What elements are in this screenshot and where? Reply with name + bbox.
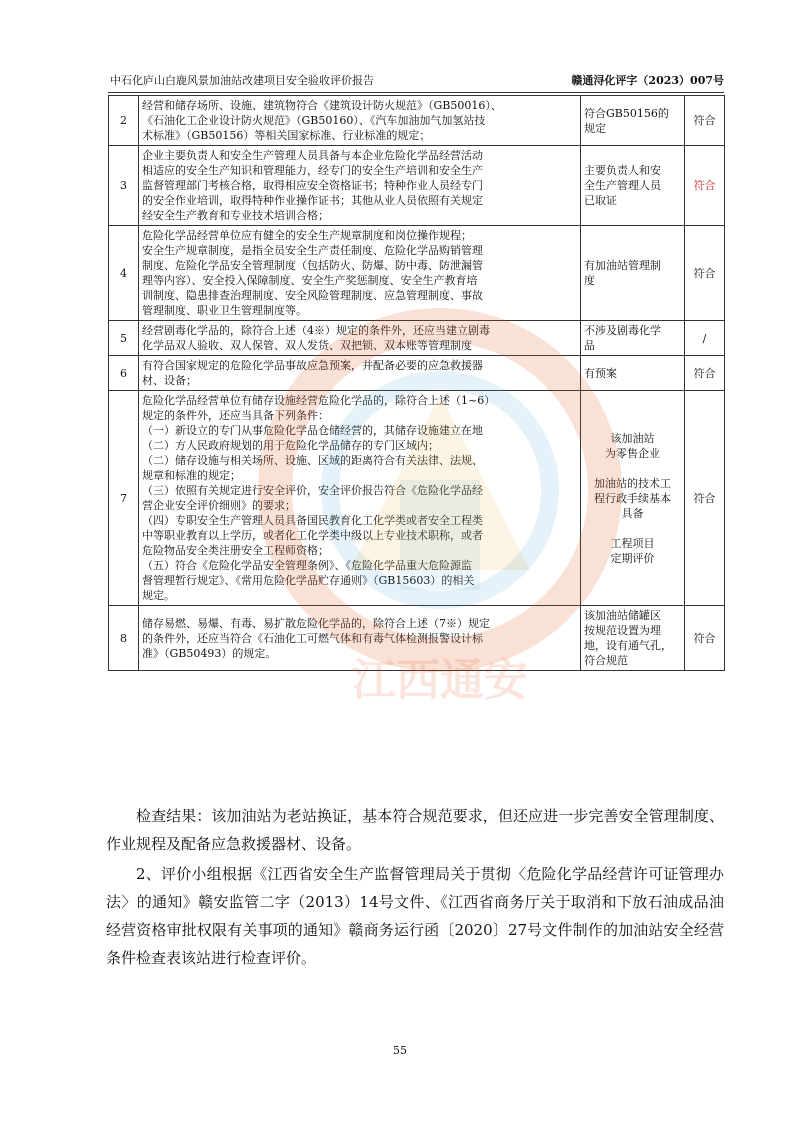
page-header — [108, 72, 724, 90]
page-number: 55 — [393, 1044, 407, 1057]
requirement-line: 企业主要负责人和安全生产管理人员具备与本企业危险化学品经营活动 — [142, 149, 483, 162]
requirement-line: 规章和标准的规定； — [142, 469, 241, 482]
row-number: 5 — [109, 321, 139, 356]
requirement-line: 的条件外，还应当符合《石油化工可燃气体和有毒气体检测报警设计标 — [142, 631, 483, 645]
requirement-line: 有符合国家规定的危险化学品事故应急预案，并配备必要的应急救援器 — [142, 359, 483, 372]
requirement-line: 中等职业教育以上学历，或者化工化学类中级以上专业技术职称，或者 — [142, 529, 483, 542]
status-line: 度 — [584, 274, 595, 287]
requirement-line: （二）储存设施与相关场所、设施、区域的距离符合有关法律、法规、 — [142, 454, 483, 467]
row-number: 8 — [109, 606, 139, 671]
requirement-line: 规定。 — [142, 589, 175, 602]
requirement-line: 安全生产规章制度，是指全员安全生产责任制度、危险化学品购销管理 — [142, 244, 483, 257]
status-line: 工程项目 — [610, 536, 655, 550]
requirement-line: （四）专职安全生产管理人员具备国民教育化工化学类或者安全工程类 — [142, 514, 483, 527]
status-line: 按规范设置为埋 — [584, 624, 661, 637]
requirement-line: 理等内容）、安全投入保障制度、安全生产奖惩制度、安全生产教育培 — [142, 274, 478, 287]
row-number: 4 — [109, 226, 139, 321]
status-cell — [581, 321, 685, 356]
requirement-line: 监督管理部门考核合格，取得相应安全资格证书；特种作业人员经专门 — [142, 179, 483, 192]
requirement-line: （三）依照有关规定进行安全评价，安全评价报告符合《危险化学品经 — [142, 484, 483, 497]
row-number: 3 — [109, 146, 139, 226]
result-cell: 符合 — [685, 391, 725, 606]
requirement-line: 材、设备； — [142, 374, 197, 387]
status-line: 为零售企业 — [605, 446, 660, 460]
status-line — [584, 521, 681, 536]
requirement-line: 制度、危险化学品安全管理制度（包括防火、防爆、防中毒、防泄漏管 — [142, 259, 483, 272]
status-line: 加油站的技术工 — [594, 476, 671, 490]
row-number: 7 — [109, 391, 139, 606]
requirement-cell — [139, 146, 581, 226]
requirement-line: 规定的条件外，还应当具备下列条件： — [142, 409, 329, 422]
status-line: 已取证 — [584, 194, 617, 207]
requirement-cell — [139, 391, 581, 606]
requirement-line: 危险物品安全类注册安全工程师资格； — [142, 544, 329, 557]
requirement-line: （一）新设立的专门从事危险化学品仓储经营的，其储存设施建立在地 — [142, 424, 483, 437]
requirement-cell — [139, 96, 581, 146]
requirement-line: 管理制度、职业卫生管理制度等。 — [142, 304, 307, 317]
requirement-cell — [139, 356, 581, 391]
status-cell — [581, 391, 685, 606]
status-line: 具备 — [621, 506, 644, 520]
status-line: 不涉及剧毒化学 — [584, 324, 661, 337]
row-number: 2 — [109, 96, 139, 146]
requirement-cell — [139, 321, 581, 356]
status-line: 符合GB50156的 — [584, 106, 669, 120]
requirement-line: 督管理暂行规定》、《常用危险化学品贮存通则》（GB15603）的相关 — [142, 574, 475, 587]
svg-text:江西通安: 江西通安 — [352, 655, 528, 706]
requirement-line: 经安全生产教育和专业技术培训合格； — [142, 209, 329, 222]
requirement-line: 储存易燃、易爆、有毒、易扩散危险化学品的，除符合上述（7※）规定 — [142, 616, 490, 630]
result-cell: 符合 — [685, 96, 725, 146]
result-cell: 符合 — [685, 226, 725, 321]
requirement-line: 术标准》（GB50156）等相关国家标准、行业标准的规定； — [142, 129, 431, 142]
requirement-cell — [139, 606, 581, 671]
requirement-line: 训制度、隐患排查治理制度、安全风险管理制度、应急管理制度、事故 — [142, 289, 483, 302]
status-line: 有预案 — [584, 366, 617, 380]
result-cell: 符合 — [685, 606, 725, 671]
status-line: 地，设有通气孔， — [584, 639, 672, 652]
result-cell: / — [685, 321, 725, 356]
status-line: 有加油站管理制 — [584, 259, 661, 272]
result-cell: 符合 — [685, 146, 725, 226]
status-cell — [581, 606, 685, 671]
requirement-line: 经营剧毒化学品的，除符合上述（4※）规定的条件外，还应当建立剧毒 — [142, 324, 490, 337]
header-report-number: 赣通浔化评字（2023）007号 — [571, 74, 724, 87]
table-row — [109, 356, 725, 391]
result-cell: 符合 — [685, 356, 725, 391]
status-line: 该加油站储罐区 — [584, 609, 661, 622]
requirement-cell — [139, 226, 581, 321]
status-line: 全生产管理人员 — [584, 179, 661, 192]
status-cell — [581, 96, 685, 146]
table-row — [109, 606, 725, 671]
status-line — [584, 461, 681, 476]
evaluation-table — [108, 95, 725, 671]
requirement-line: 的安全作业培训，取得特种作业操作证书；其他从业人员依照有关规定 — [142, 194, 483, 207]
requirement-line: 《石油化工企业设计防火规范》（GB50160）、《汽车加油加气加氢站技 — [142, 114, 486, 127]
table-row — [109, 226, 725, 321]
requirement-line: 化学品双人验收、双人保管、双人发货、双把锁、双本账等管理制度 — [142, 339, 472, 352]
requirement-line: 营企业安全评价细则》的要求； — [142, 499, 296, 512]
status-line: 品 — [584, 339, 595, 352]
row-number: 6 — [109, 356, 139, 391]
table-row — [109, 391, 725, 606]
status-line: 程行政手续基本 — [594, 491, 671, 505]
requirement-line: 危险化学品经营单位有储存设施经营危险化学品的，除符合上述（1~6） — [142, 394, 496, 407]
requirement-line: 危险化学品经营单位应有健全的安全生产规章制度和岗位操作规程； — [142, 229, 472, 242]
status-line: 该加油站 — [610, 431, 655, 445]
status-line: 规定 — [584, 121, 606, 135]
requirement-line: 经营和储存场所、设施、建筑物符合《建筑设计防火规范》（GB50016）、 — [142, 99, 502, 112]
table-row — [109, 96, 725, 146]
requirement-line: （五）符合《危险化学品安全管理条例》、《危险化学品重大危险源监 — [142, 559, 472, 572]
evaluation-basis-paragraph: 2、评价小组根据《江西省安全生产监督管理局关于贯彻〈危险化学品经营许可证管理办法〉的通知》赣安监管二字（2013）14号文件、《江西省商务厅关于取消和下放石油成品油经营资格审批权限有关事项的通知》赣商务运行函〔2020〕27号文件制作的加油站安全经营条件检查表该站进行检查评价。 — [106, 865, 724, 967]
table-row — [109, 146, 725, 226]
status-cell — [581, 226, 685, 321]
header-report-title: 中石化庐山白鹿风景加油站改建项目安全验收评价报告 — [110, 74, 374, 87]
status-line: 主要负责人和安 — [584, 164, 661, 177]
requirement-line: 准》（GB50493）的规定。 — [142, 646, 277, 660]
status-cell — [581, 356, 685, 391]
status-line: 定期评价 — [610, 551, 655, 565]
requirement-line: （二）方人民政府规划的用于危险化学品储存的专门区域内； — [142, 439, 439, 452]
requirement-line: 相适应的安全生产知识和管理能力，经专门的安全生产培训和安全生产 — [142, 164, 483, 177]
table-row — [109, 321, 725, 356]
header-rule — [108, 92, 724, 93]
status-cell — [581, 146, 685, 226]
status-line: 符合规范 — [584, 654, 628, 667]
inspection-result-paragraph: 检查结果：该加油站为老站换证，基本符合规范要求，但还应进一步完善安全管理制度、作业规程及配备应急救援器材、设备。 — [106, 807, 724, 853]
